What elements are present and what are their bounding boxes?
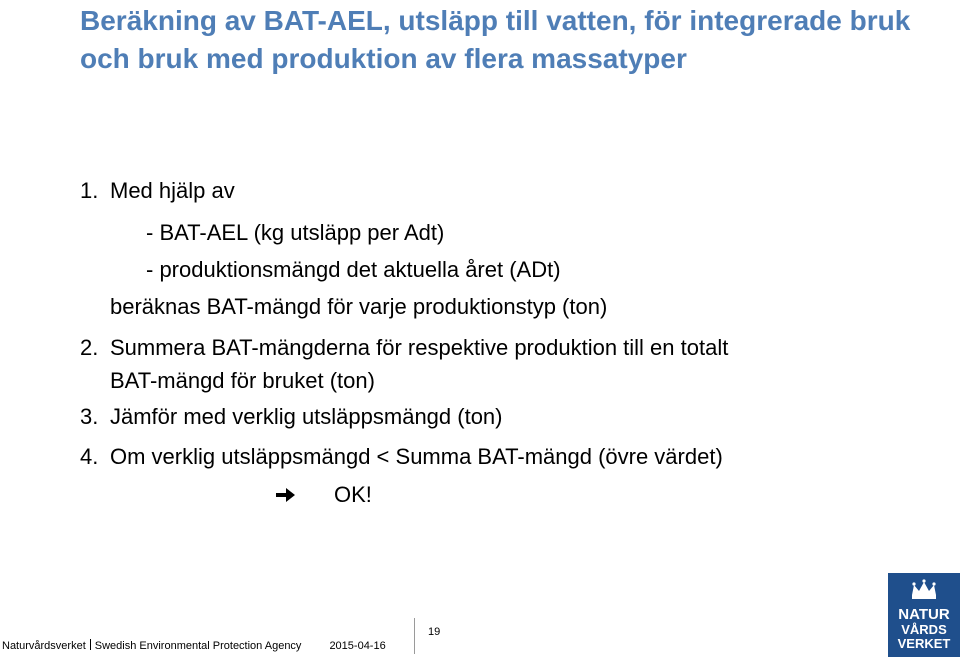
crown-emblem-icon <box>906 579 942 605</box>
footer-separator <box>90 639 91 650</box>
step-1-sub-2: - produktionsmängd det aktuella året (ADt) <box>146 257 561 282</box>
logo-line-3: VERKET <box>897 636 951 651</box>
logo-line-2: VÅRDS <box>901 622 947 637</box>
step-3 <box>80 404 503 430</box>
step-1-sub-1: - BAT-AEL (kg utsläpp per Adt) <box>146 220 445 245</box>
logo-line-1: NATUR <box>898 606 950 623</box>
footer-org-en: Swedish Environmental Protection Agency <box>94 640 302 652</box>
step-text: Summera BAT-mängderna för respektive produktion till en totalt <box>110 335 729 360</box>
step-number: 4. <box>80 444 99 469</box>
step-text: Jämför med verklig utsläppsmängd (ton) <box>110 404 503 429</box>
naturvardsverket-logo <box>888 573 960 657</box>
step-number: 1. <box>80 178 99 203</box>
step-text: Om verklig utsläppsmängd < Summa BAT-mängd (övre värdet) <box>110 444 723 469</box>
step-text: Med hjälp av <box>110 178 235 203</box>
result-row <box>274 480 372 510</box>
footer <box>2 639 386 652</box>
page-number: 19 <box>428 626 441 638</box>
step-number: 3. <box>80 404 99 429</box>
right-arrow-icon <box>274 480 334 510</box>
result-text: OK! <box>334 482 372 507</box>
footer-divider <box>414 618 415 654</box>
step-2-continuation: BAT-mängd för bruket (ton) <box>110 368 375 393</box>
step-1-continuation: beräknas BAT-mängd för varje produktionstyp (ton) <box>110 294 608 319</box>
step-4 <box>80 444 723 470</box>
footer-date: 2015-04-16 <box>329 640 386 652</box>
slide-title: Beräkning av BAT-AEL, utsläpp till vatten, för integrerade bruk och bruk med produktion av flera massatyper <box>80 5 911 74</box>
footer-org: Naturvårdsverket <box>2 640 86 652</box>
step-1 <box>80 178 235 204</box>
step-number: 2. <box>80 335 99 360</box>
step-2 <box>80 335 728 361</box>
